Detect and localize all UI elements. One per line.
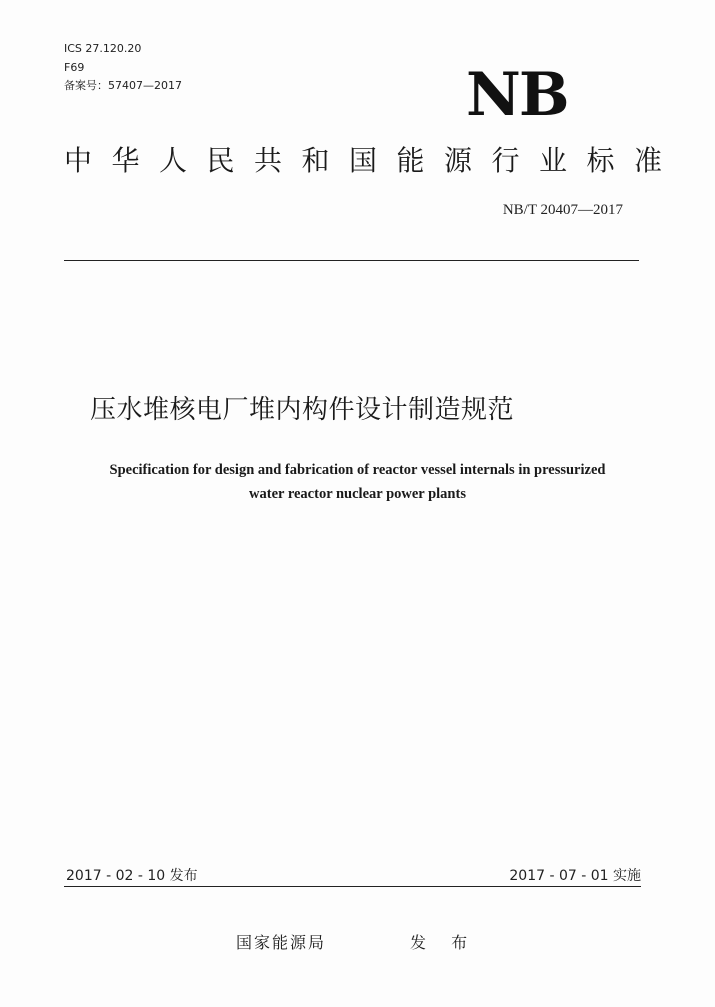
english-title-line-2: water reactor nuclear power plants [249, 486, 466, 502]
document-title-english [40, 458, 675, 506]
filing-number: 备案号：57407—2017 [64, 79, 182, 92]
english-title-line-1: Specification for design and fabrication of reactor vessel internals in pressurized [109, 462, 606, 478]
issue-date: 2017 - 02 - 10 发布 [66, 868, 198, 884]
top-divider [64, 260, 639, 261]
bottom-divider [64, 886, 641, 887]
industry-standard-title: 中华人民共和国能源行业标准 [64, 144, 682, 177]
ccs-code: F69 [64, 61, 85, 74]
document-title-chinese: 压水堆核电厂堆内构件设计制造规范 [90, 395, 515, 425]
standard-number: NB/T 20407—2017 [502, 202, 623, 218]
nb-logo: NB [466, 60, 568, 130]
implementation-date: 2017 - 07 - 01 实施 [509, 868, 641, 884]
publisher-action: 发 布 [410, 933, 478, 952]
ics-code: ICS 27.120.20 [64, 42, 142, 55]
publisher-name: 国家能源局 [236, 933, 327, 952]
